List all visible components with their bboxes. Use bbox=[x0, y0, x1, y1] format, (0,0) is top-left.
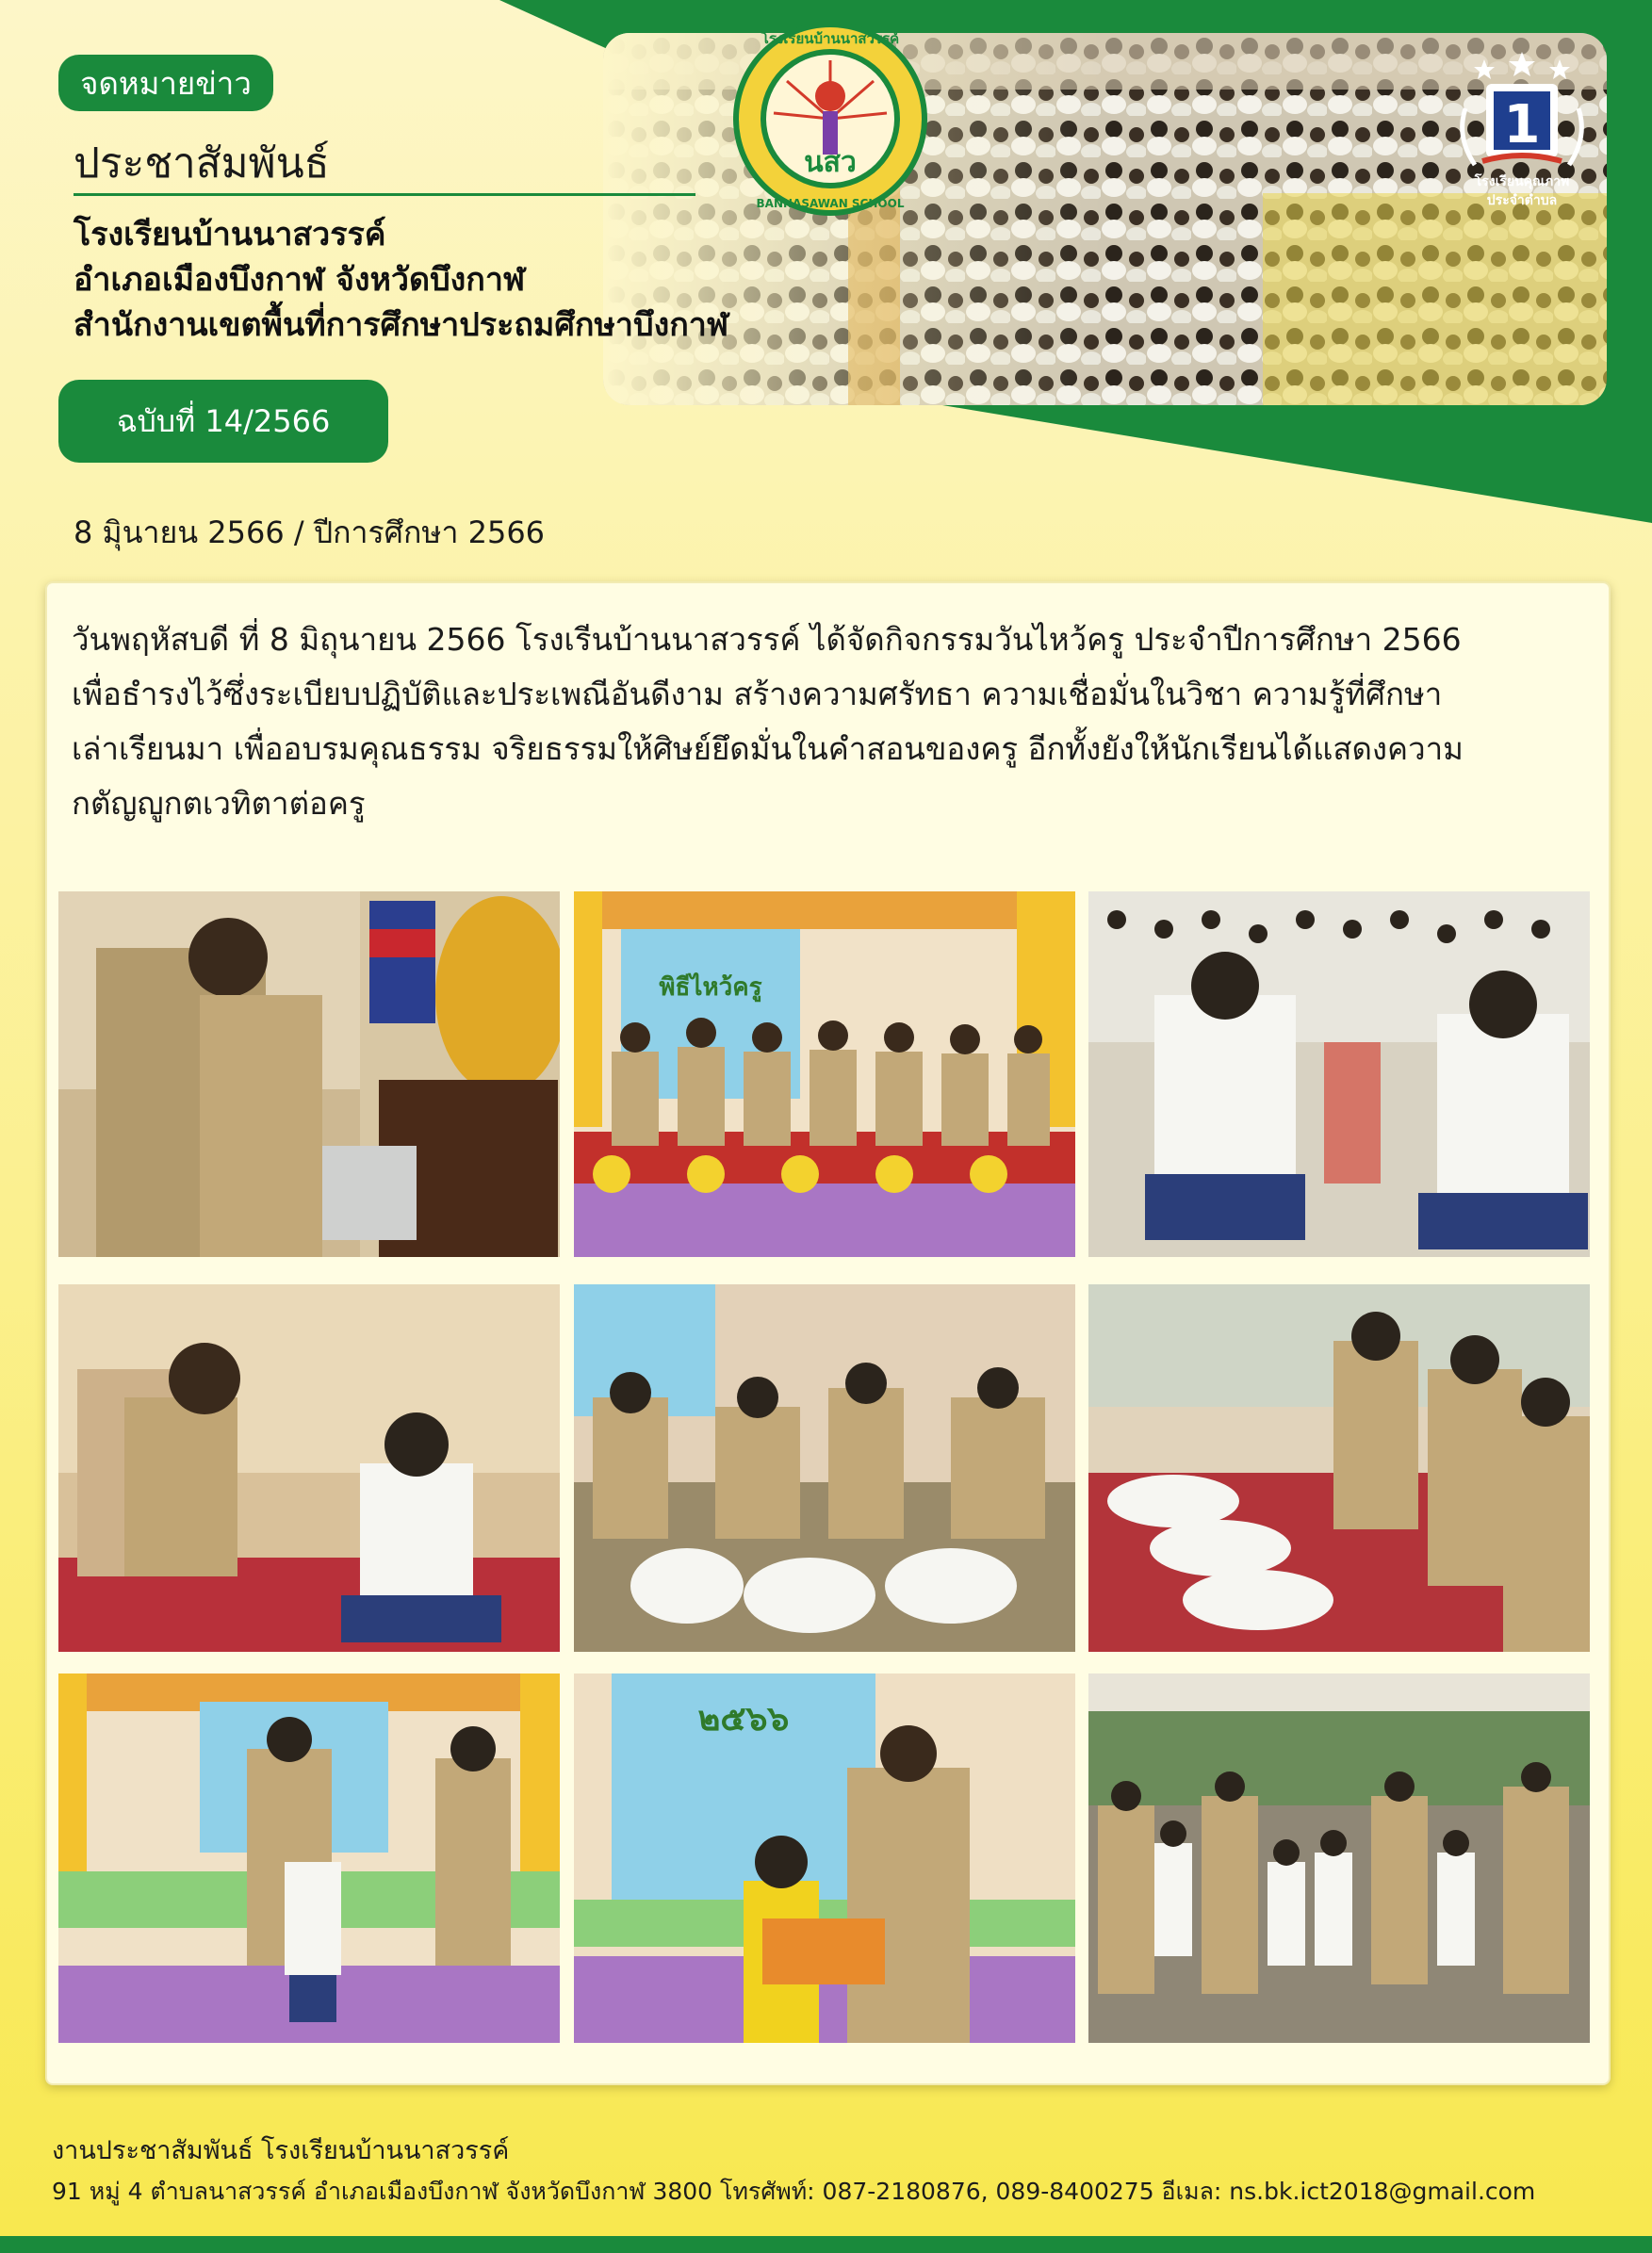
paragraph-line: วันพฤหัสบดี ที่ 8 มิถุนายน 2566 โรงเรีนบ้านนาสวรรค์ ได้จัดกิจกรรมวันไหว้ครู ประจำปีการศึกษา 2566 bbox=[72, 621, 1462, 658]
banner-year-text: ๒๕๖๖ bbox=[697, 1700, 790, 1739]
newsletter-badge: จดหมายข่าว bbox=[58, 55, 273, 111]
school-district: อำเภอเมืองบึงกาฬ จังหวัดบึงกาฬ bbox=[74, 261, 526, 299]
banner-text: พิธีไหว้ครู bbox=[659, 973, 762, 1002]
school-name: โรงเรียนบ้านนาสวรรค์ bbox=[74, 216, 386, 253]
photo-students-bowing bbox=[574, 1284, 1075, 1652]
photo-certificate bbox=[58, 1673, 560, 2043]
photo-gift bbox=[574, 1673, 1075, 2043]
footer-department: งานประชาสัมพันธ์ โรงเรียนบ้านนาสวรรค์ bbox=[52, 2136, 510, 2165]
photo-group-outdoor bbox=[1088, 1673, 1590, 2043]
paragraph-line: เพื่อธำรงไว้ซึ่งระเบียบปฏิบัติและประเพณีอันดีงาม สร้างความศรัทธา ความเชื่อมั่นในวิชา ความรู้ที่ศึกษา bbox=[72, 676, 1443, 712]
quality-logo-caption-2: ประจำตำบล bbox=[1486, 193, 1558, 208]
quality-logo-number: 1 bbox=[1503, 94, 1541, 155]
paragraph-line: กตัญญูกตเวทิตาต่อครู bbox=[72, 785, 366, 822]
article-paragraph bbox=[72, 612, 1579, 831]
issue-badge: ฉบับที่ 14/2566 bbox=[58, 380, 388, 463]
photo-teachers-seated bbox=[574, 891, 1075, 1257]
school-crest-logo bbox=[730, 19, 930, 219]
photo-students-praying bbox=[1088, 891, 1590, 1257]
crest-ring-text: โรงเรียนบ้านนาสวรรค์ bbox=[761, 30, 900, 47]
photo-teachers-blessing bbox=[1088, 1284, 1590, 1652]
photo-teacher-shrine bbox=[58, 891, 560, 1257]
paragraph-line: เล่าเรียนมา เพื่ออบรมคุณธรรม จริยธรรมให้ศิษย์ยึดมั่นในคำสอนของครู อีกทั้งยังให้นักเรียนได้แสดงความ bbox=[72, 730, 1464, 767]
school-info bbox=[74, 212, 728, 348]
crest-center-text: นสว bbox=[804, 146, 857, 179]
title-underline bbox=[74, 193, 695, 196]
footer-bar bbox=[0, 2236, 1652, 2253]
issue-date: 8 มิุนายน 2566 / ปีการศึกษา 2566 bbox=[74, 514, 546, 550]
quality-school-logo bbox=[1447, 52, 1597, 212]
school-office: สำนักงานเขตพื้นที่การศึกษาประถมศึกษาบึงกาฬ bbox=[74, 306, 729, 344]
footer-contact: 91 หมู่ 4 ตำบลนาสวรรค์ อำเภอเมืองบึงกาฬ จังหวัดบึงกาฬ 3800 โทรศัพท์: 087-2180876, 089-8400275 อีเมล: ns.bk.ict2018@gmail.com bbox=[52, 2178, 1536, 2205]
crest-bottom-text: BANNASAWAN SCHOOL bbox=[756, 197, 905, 210]
photo-student-offering bbox=[58, 1284, 560, 1652]
page-title: ประชาสัมพันธ์ bbox=[74, 139, 330, 188]
quality-logo-caption-1: โรงเรียนคุณภาพ bbox=[1474, 174, 1570, 189]
